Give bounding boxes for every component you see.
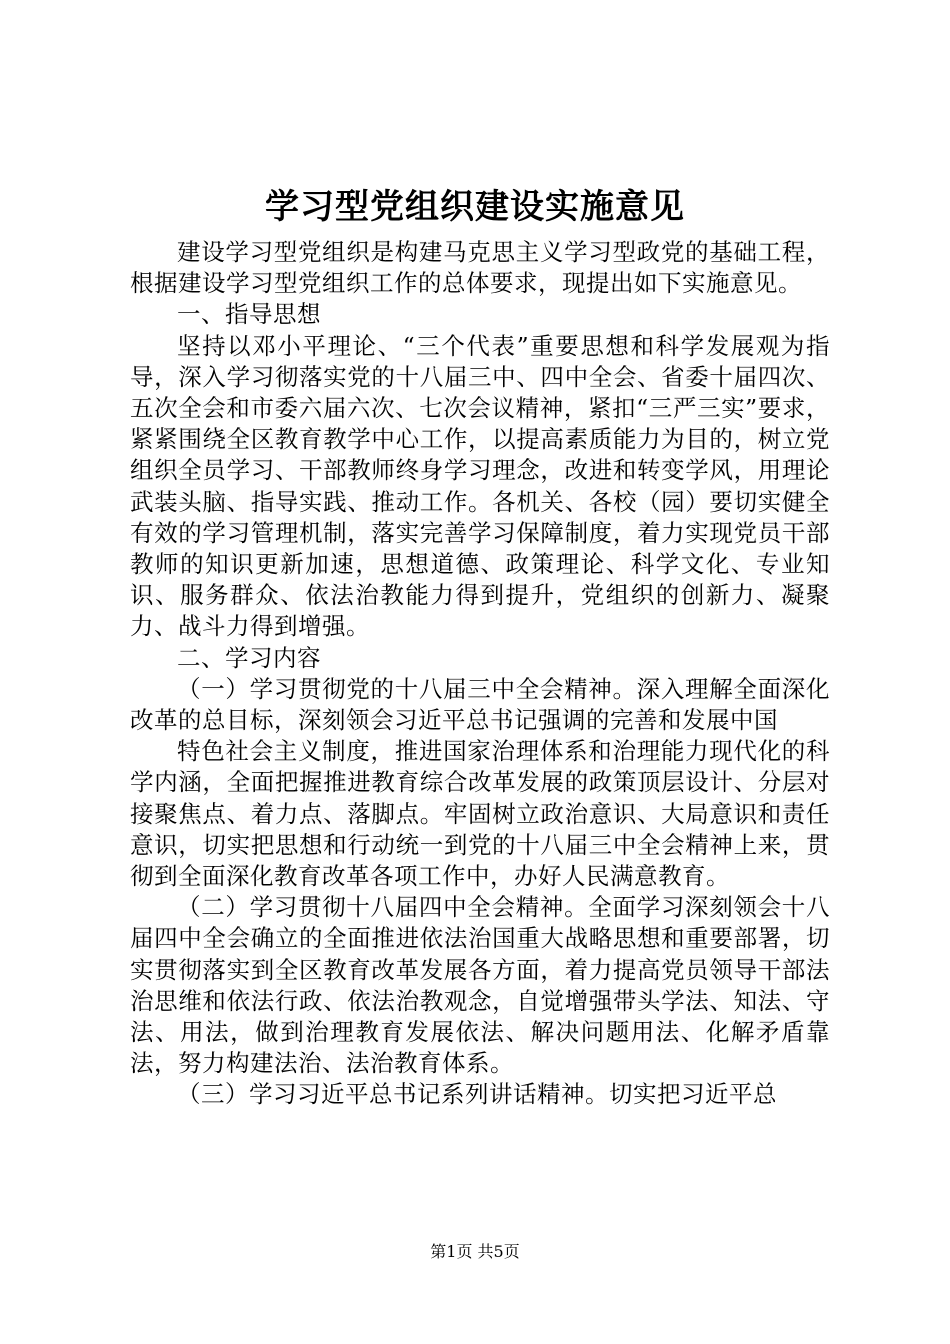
section-heading-study-content: 二、学习内容 — [177, 643, 321, 672]
document-title: 学习型党组织建设实施意见 — [265, 187, 685, 227]
study-item-1-paragraph: （一）学习贯彻党的十八届三中全会精神。深入理解全面深化改革的总目标，深刻领会习近平总书记强调的完善和发展中国 — [130, 674, 830, 735]
guiding-thought-paragraph: 坚持以邓小平理论、“三个代表”重要思想和科学发展观为指导，深入学习彻落实党的十八届三中、四中全会、省委十届四次、五次全会和市委六届六次、七次会议精神，紧扣“三严三实”要求，紧紧围绕全区教育教学中心工作，以提高素质能力为目的，树立党组织全员学习、干部教师终身学习理念，改进和转变学风，用理论武装头脑、指导实践、推动工作。各机关、各校（园）要切实健全有效的学习管理机制，落实完善学习保障制度，着力实现党员干部教师的知识更新加速，思想道德、政策理论、科学文化、专业知识、服务群众、依法治教能力得到提升，党组织的创新力、凝聚力、战斗力得到增强。 — [130, 331, 830, 641]
study-item-3-paragraph: （三）学习习近平总书记系列讲话精神。切实把习近平总 — [177, 1080, 777, 1109]
page-number-footer: 第1页 共5页 — [430, 1242, 520, 1261]
study-item-2-paragraph: （二）学习贯彻十八届四中全会精神。全面学习深刻领会十八届四中全会确立的全面推进依法治国重大战略思想和重要部署，切实贯彻落实到全区教育改革发展各方面，着力提高党员领导干部法治思维和依法行政、依法治教观念，自觉增强带头学法、知法、守法、用法，做到治理教育发展依法、解决问题用法、化解矛盾靠法，努力构建法治、法治教育体系。 — [130, 893, 830, 1078]
intro-paragraph: 建设学习型党组织是构建马克思主义学习型政党的基础工程，根据建设学习型党组织工作的总体要求，现提出如下实施意见。 — [130, 238, 830, 298]
document-body — [130, 237, 830, 1111]
study-item-1-continued-paragraph: 特色社会主义制度，推进国家治理体系和治理能力现代化的科学内涵，全面把握推进教育综合改革发展的政策顶层设计、分层对接聚焦点、着力点、落脚点。牢固树立政治意识、大局意识和责任意识，切实把思想和行动统一到党的十八届三中全会精神上来，贯彻到全面深化教育改革各项工作中，办好人民满意教育。 — [130, 737, 830, 891]
section-heading-guiding-thought: 一、指导思想 — [177, 300, 321, 329]
